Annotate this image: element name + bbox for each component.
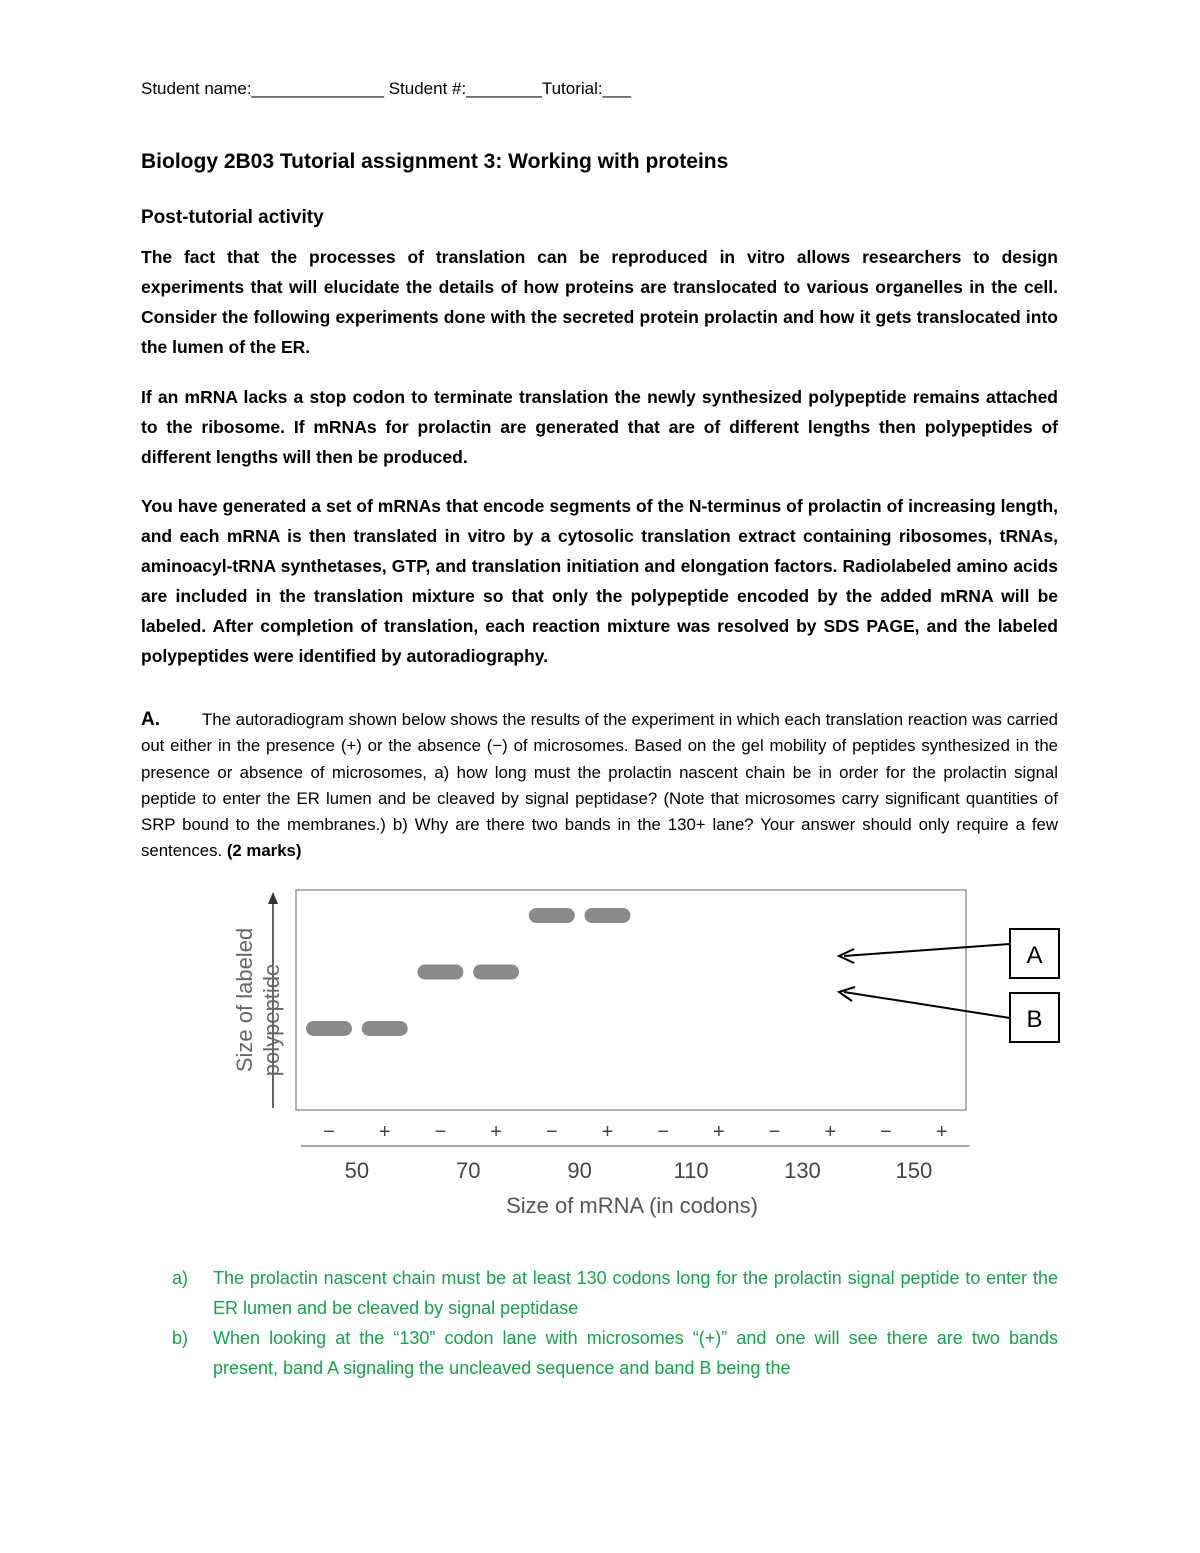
callout-b-label: B <box>1026 1006 1043 1033</box>
student-number-label: Student #: <box>388 79 467 98</box>
group-label-70: 70 <box>456 1158 481 1183</box>
group-label-90: 90 <box>567 1158 592 1183</box>
autoradiogram-figure <box>226 888 1066 1228</box>
lane-sign-50-plus: + <box>378 1121 391 1143</box>
gel-frame <box>296 890 966 1110</box>
paragraph-experiment: You have generated a set of mRNAs that encode segments of the N-terminus of prolactin of increasing length, and each mRNA is then translated in vitro by a cytosolic translation extract containing ribosomes, tRNAs, aminoacyl-tRNA synthetases, GTP, and translation initiation and elongation factors. Radiolabeled amino acids are included in the translation mixture so that only the polypeptide encoded by the added mRNA will be labeled. After completion of translation, each reaction mixture was resolved by SDS PAGE, and the labeled polypeptides were identified by autoradiography. <box>141 496 1058 666</box>
lane-sign-90-minus: − <box>545 1121 558 1143</box>
group-label-130: 130 <box>784 1158 821 1183</box>
question-text: The autoradiogram shown below shows the results of the experiment in which each translation reaction was carried out either in the presence (+) or the absence (−) of microsomes. Based on the gel mobility of peptides synthesized in the presence or absence of microsomes, a) how long must the prolactin nascent chain be in order for the prolactin signal peptide to enter the ER lumen and be cleaved by signal peptidase? (Note that microsomes carry significant quantities of SRP bound to the membranes.) b) Why are there two bands in the 130+ lane? Your answer should only require a few sentences. <box>141 710 1058 861</box>
paragraph-intro: The fact that the processes of translation can be reproduced in vitro allows researchers to design experiments that will elucidate the details of how proteins are translocated to various organelles in the cell. Consider the following experiments done with the secreted protein prolactin and how it gets translocated into the lumen of the ER. <box>141 247 1058 357</box>
student-name-label: Student name: <box>141 79 252 98</box>
lane-sign-150-plus: + <box>935 1121 948 1143</box>
answer-b-label: b) <box>172 1328 189 1348</box>
answer-b <box>172 1323 1058 1383</box>
tutorial-blank: ___ <box>602 79 631 98</box>
student-name-blank: ______________ <box>251 79 384 98</box>
question-letter: A. <box>141 709 160 730</box>
lane-sign-90-plus: + <box>601 1121 614 1143</box>
gel-band-50-minus <box>306 1021 352 1036</box>
tutorial-label: Tutorial: <box>541 79 603 98</box>
gel-band-70-plus <box>473 965 519 980</box>
page-title: Biology 2B03 Tutorial assignment 3: Working with proteins <box>141 150 729 173</box>
y-axis-label-line1: Size of labeled <box>232 927 257 1073</box>
y-axis-label-line2: polypeptide <box>259 963 284 1077</box>
paragraph-stop-codon: If an mRNA lacks a stop codon to terminate translation the newly synthesized polypeptide remains attached to the ribosome. If mRNAs for prolactin are generated that are of different lengths then polypeptides of different lengths will then be produced. <box>141 387 1058 467</box>
gel-band-90-plus <box>585 908 631 923</box>
question-marks: (2 marks) <box>226 841 302 861</box>
gel-band-50-plus <box>362 1021 408 1036</box>
lane-sign-150-minus: − <box>880 1121 892 1143</box>
gel-band-70-minus <box>417 965 463 980</box>
lane-labels <box>301 1121 970 1183</box>
answer-b-text: When looking at the “130” codon lane with microsomes “(+)” and one will see there are two bands present, band A signaling the uncleaved sequence and band B being the <box>213 1328 1058 1378</box>
lane-sign-50-minus: − <box>323 1121 335 1143</box>
answers-list <box>172 1263 1058 1383</box>
answer-a-label: a) <box>172 1268 189 1288</box>
lane-sign-130-plus: + <box>824 1121 837 1143</box>
lane-sign-130-minus: − <box>768 1121 781 1143</box>
group-label-150: 150 <box>895 1158 933 1183</box>
question-a <box>141 707 1058 865</box>
x-axis-label: Size of mRNA (in codons) <box>506 1193 758 1218</box>
callout-a-label: A <box>1026 942 1043 969</box>
student-info-line <box>141 79 631 99</box>
gel-band-90-minus <box>529 908 575 923</box>
student-number-blank: ________ <box>466 79 542 98</box>
lane-sign-110-plus: + <box>713 1121 725 1143</box>
answer-a-text: The prolactin nascent chain must be at least 130 codons long for the prolactin signal peptide to enter the ER lumen and be cleaved by signal peptidase <box>213 1268 1058 1318</box>
lane-sign-110-minus: − <box>657 1121 670 1143</box>
y-axis-arrowhead-icon <box>268 892 278 904</box>
group-label-110: 110 <box>673 1158 709 1183</box>
answer-a <box>172 1263 1058 1323</box>
section-subtitle: Post-tutorial activity <box>141 207 324 228</box>
lane-sign-70-minus: − <box>434 1121 447 1143</box>
lane-sign-70-plus: + <box>490 1121 502 1143</box>
group-label-50: 50 <box>344 1158 370 1183</box>
